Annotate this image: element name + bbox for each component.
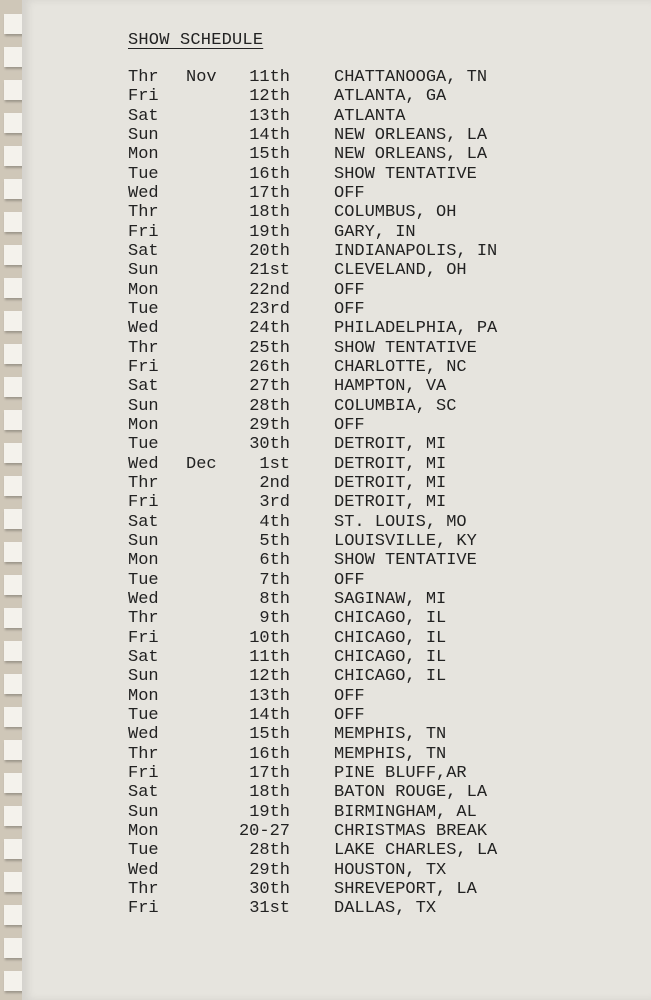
city-cell: OFF xyxy=(334,299,365,319)
city-cell: DETROIT, MI xyxy=(334,454,447,474)
day-cell: Sun xyxy=(128,396,159,416)
page-title: SHOW SCHEDULE xyxy=(128,31,264,50)
city-cell: SHREVEPORT, LA xyxy=(334,879,477,899)
city-cell: CHICAGO, IL xyxy=(334,609,447,629)
day-cell: Mon xyxy=(128,280,159,300)
city-cell: MEMPHIS, TN xyxy=(334,744,447,764)
date-cell: 18th xyxy=(249,203,290,223)
day-cell: Sun xyxy=(128,667,159,687)
day-cell: Tue xyxy=(128,299,159,319)
day-cell: Tue xyxy=(128,435,159,455)
date-cell: 30th xyxy=(249,435,290,455)
day-cell: Wed xyxy=(128,725,159,745)
day-cell: Mon xyxy=(128,145,159,165)
date-cell: 11th xyxy=(249,68,290,87)
date-cell: 19th xyxy=(249,802,290,822)
city-cell: HOUSTON, TX xyxy=(334,860,447,880)
date-cell: 12th xyxy=(249,87,290,107)
day-cell: Fri xyxy=(128,899,159,919)
day-cell: Sat xyxy=(128,783,159,803)
date-cell: 14th xyxy=(249,125,290,145)
city-cell: ATLANTA xyxy=(334,106,406,126)
city-cell: HAMPTON, VA xyxy=(334,377,447,397)
day-cell: Sun xyxy=(128,802,159,822)
date-cell: 13th xyxy=(249,686,290,706)
city-cell: INDIANAPOLIS, IN xyxy=(334,241,498,261)
city-cell: LAKE CHARLES, LA xyxy=(334,841,498,861)
day-cell: Mon xyxy=(128,551,159,571)
date-cell: 9th xyxy=(259,609,290,629)
day-cell: Mon xyxy=(128,821,159,841)
date-cell: 14th xyxy=(249,705,290,725)
date-cell: 6th xyxy=(259,551,290,571)
day-cell: Wed xyxy=(128,860,159,880)
day-cell: Fri xyxy=(128,357,159,377)
city-cell: CHARLOTTE, NC xyxy=(334,357,467,377)
month-cell: Dec xyxy=(186,454,217,474)
day-cell: Tue xyxy=(128,705,159,725)
day-cell: Sat xyxy=(128,241,159,261)
day-cell: Mon xyxy=(128,686,159,706)
city-cell: CHRISTMAS BREAK xyxy=(334,821,488,841)
day-cell: Fri xyxy=(128,763,159,783)
date-cell: 22nd xyxy=(249,280,290,300)
day-cell: Thr xyxy=(128,744,159,764)
city-cell: ST. LOUIS, MO xyxy=(334,512,467,532)
city-cell: DETROIT, MI xyxy=(334,473,447,493)
day-cell: Wed xyxy=(128,589,159,609)
day-cell: Fri xyxy=(128,87,159,107)
date-cell: 15th xyxy=(249,725,290,745)
date-cell: 23rd xyxy=(249,299,290,319)
day-cell: Sun xyxy=(128,531,159,551)
day-cell: Thr xyxy=(128,338,159,358)
date-cell: 10th xyxy=(249,628,290,648)
city-cell: COLUMBUS, OH xyxy=(334,203,457,223)
day-cell: Sat xyxy=(128,377,159,397)
city-cell: BIRMINGHAM, AL xyxy=(334,802,477,822)
city-cell: DETROIT, MI xyxy=(334,493,447,513)
day-cell: Tue xyxy=(128,164,159,184)
day-cell: Thr xyxy=(128,609,159,629)
date-cell: 19th xyxy=(249,222,290,242)
city-cell: DALLAS, TX xyxy=(334,899,437,919)
city-cell: CHATTANOOGA, TN xyxy=(334,68,488,87)
city-cell: PHILADELPHIA, PA xyxy=(334,319,498,339)
city-cell: OFF xyxy=(334,686,365,706)
date-cell: 27th xyxy=(249,377,290,397)
date-cell: 2nd xyxy=(259,473,290,493)
day-cell: Sun xyxy=(128,261,159,281)
date-cell: 21st xyxy=(249,261,290,281)
date-cell: 3rd xyxy=(259,493,290,513)
date-cell: 16th xyxy=(249,744,290,764)
city-cell: MEMPHIS, TN xyxy=(334,725,447,745)
day-cell: Sat xyxy=(128,106,159,126)
date-cell: 18th xyxy=(249,783,290,803)
date-cell: 24th xyxy=(249,319,290,339)
day-cell: Sat xyxy=(128,647,159,667)
city-cell: NEW ORLEANS, LA xyxy=(334,125,488,145)
date-cell: 13th xyxy=(249,106,290,126)
date-cell: 15th xyxy=(249,145,290,165)
city-cell: CHICAGO, IL xyxy=(334,628,447,648)
date-cell: 7th xyxy=(259,570,290,590)
day-cell: Thr xyxy=(128,203,159,223)
city-cell: GARY, IN xyxy=(334,222,416,242)
date-cell: 28th xyxy=(249,841,290,861)
city-cell: SHOW TENTATIVE xyxy=(334,551,477,571)
date-cell: 26th xyxy=(249,357,290,377)
city-cell: SHOW TENTATIVE xyxy=(334,164,477,184)
city-cell: CLEVELAND, OH xyxy=(334,261,467,281)
day-cell: Thr xyxy=(128,68,159,87)
date-cell: 25th xyxy=(249,338,290,358)
day-cell: Wed xyxy=(128,319,159,339)
city-cell: CHICAGO, IL xyxy=(334,667,447,687)
date-cell: 4th xyxy=(259,512,290,532)
day-cell: Sat xyxy=(128,512,159,532)
day-cell: Fri xyxy=(128,493,159,513)
date-cell: 12th xyxy=(249,667,290,687)
city-cell: OFF xyxy=(334,415,365,435)
date-cell: 1st xyxy=(259,454,290,474)
date-cell: 28th xyxy=(249,396,290,416)
month-cell: Nov xyxy=(186,68,217,87)
city-cell: PINE BLUFF,AR xyxy=(334,763,467,783)
city-cell: DETROIT, MI xyxy=(334,435,447,455)
city-cell: OFF xyxy=(334,705,365,725)
day-cell: Tue xyxy=(128,570,159,590)
city-cell: LOUISVILLE, KY xyxy=(334,531,477,551)
date-cell: 29th xyxy=(249,415,290,435)
date-cell: 29th xyxy=(249,860,290,880)
city-cell: NEW ORLEANS, LA xyxy=(334,145,488,165)
date-cell: 11th xyxy=(249,647,290,667)
day-cell: Fri xyxy=(128,628,159,648)
date-cell: 17th xyxy=(249,183,290,203)
date-cell: 31st xyxy=(249,899,290,919)
city-cell: COLUMBIA, SC xyxy=(334,396,457,416)
date-cell: 20-27 xyxy=(238,821,290,841)
day-cell: Sun xyxy=(128,125,159,145)
city-cell: ATLANTA, GA xyxy=(334,87,447,107)
day-cell: Thr xyxy=(128,473,159,493)
date-cell: 8th xyxy=(259,589,290,609)
city-cell: CHICAGO, IL xyxy=(334,647,447,667)
date-cell: 16th xyxy=(249,164,290,184)
city-cell: BATON ROUGE, LA xyxy=(334,783,488,803)
date-cell: 17th xyxy=(249,763,290,783)
city-cell: SHOW TENTATIVE xyxy=(334,338,477,358)
date-cell: 20th xyxy=(249,241,290,261)
city-cell: SAGINAW, MI xyxy=(334,589,447,609)
day-cell: Mon xyxy=(128,415,159,435)
date-cell: 5th xyxy=(259,531,290,551)
day-cell: Wed xyxy=(128,183,159,203)
day-cell: Thr xyxy=(128,879,159,899)
day-cell: Fri xyxy=(128,222,159,242)
date-cell: 30th xyxy=(249,879,290,899)
day-cell: Wed xyxy=(128,454,159,474)
city-cell: OFF xyxy=(334,570,365,590)
city-cell: OFF xyxy=(334,280,365,300)
day-cell: Tue xyxy=(128,841,159,861)
city-cell: OFF xyxy=(334,183,365,203)
